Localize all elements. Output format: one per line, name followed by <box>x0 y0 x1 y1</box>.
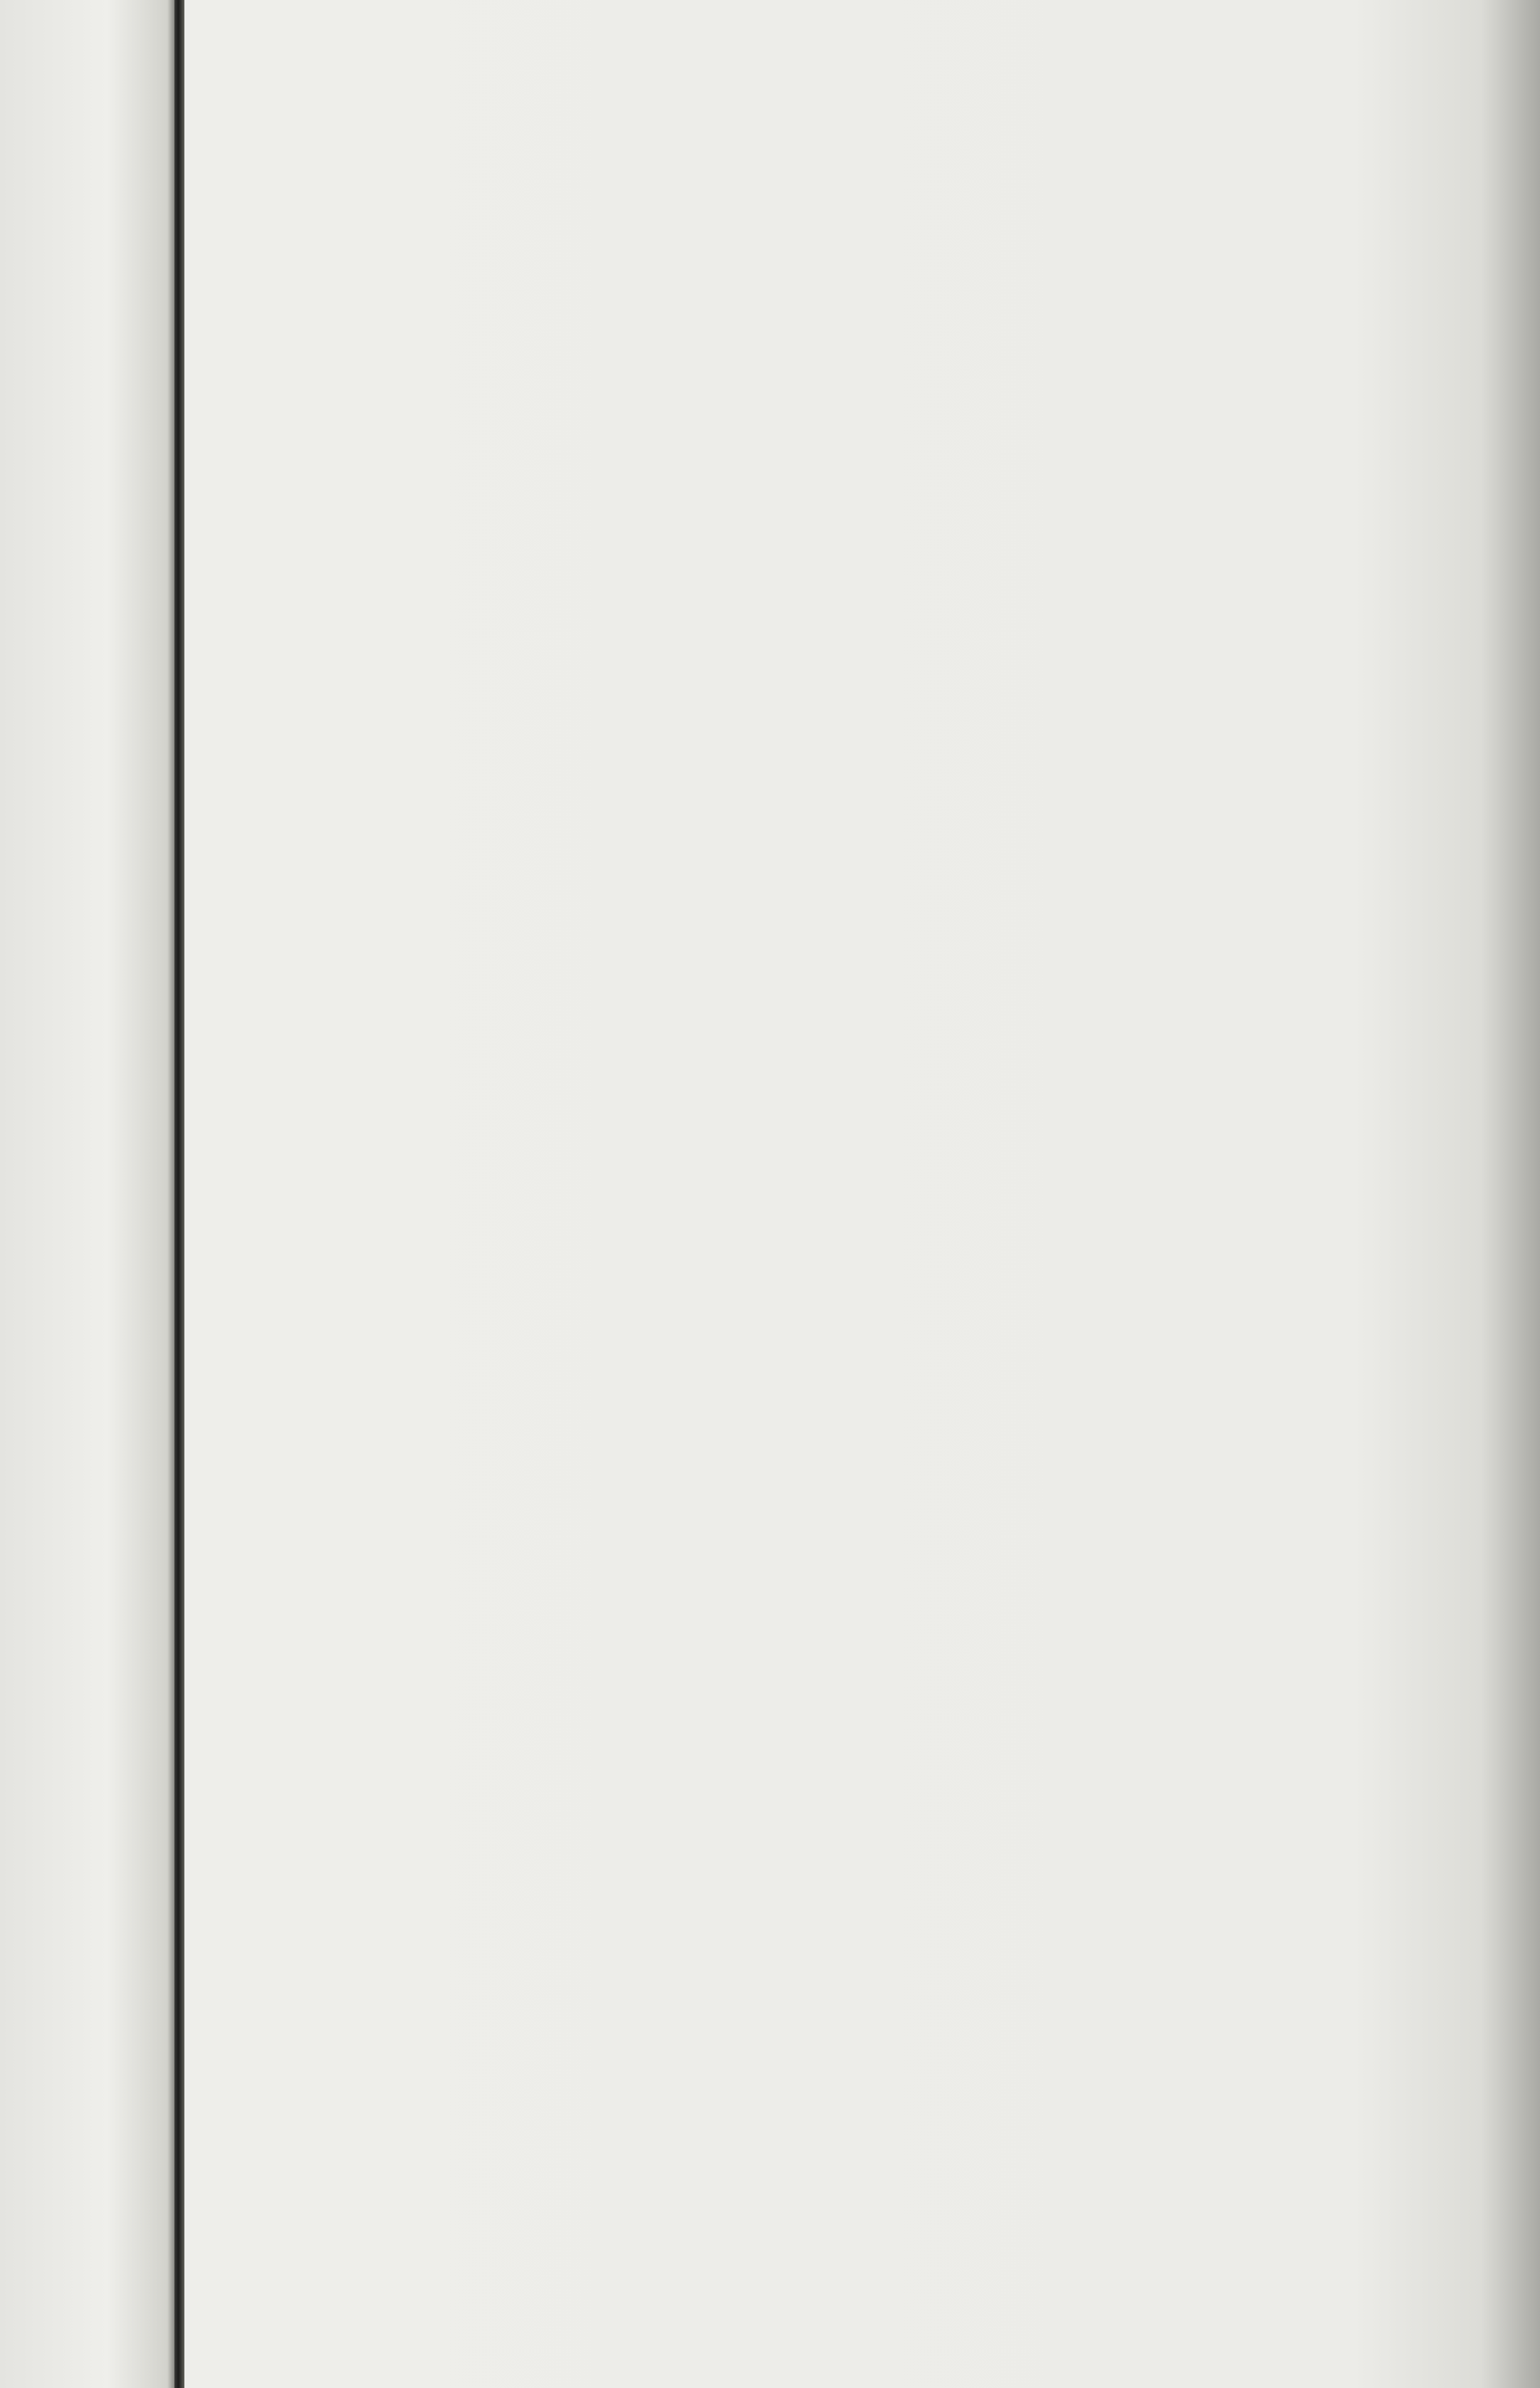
page-header <box>292 182 1339 231</box>
facing-page-edge <box>0 0 174 2388</box>
book-gutter <box>174 0 184 2388</box>
